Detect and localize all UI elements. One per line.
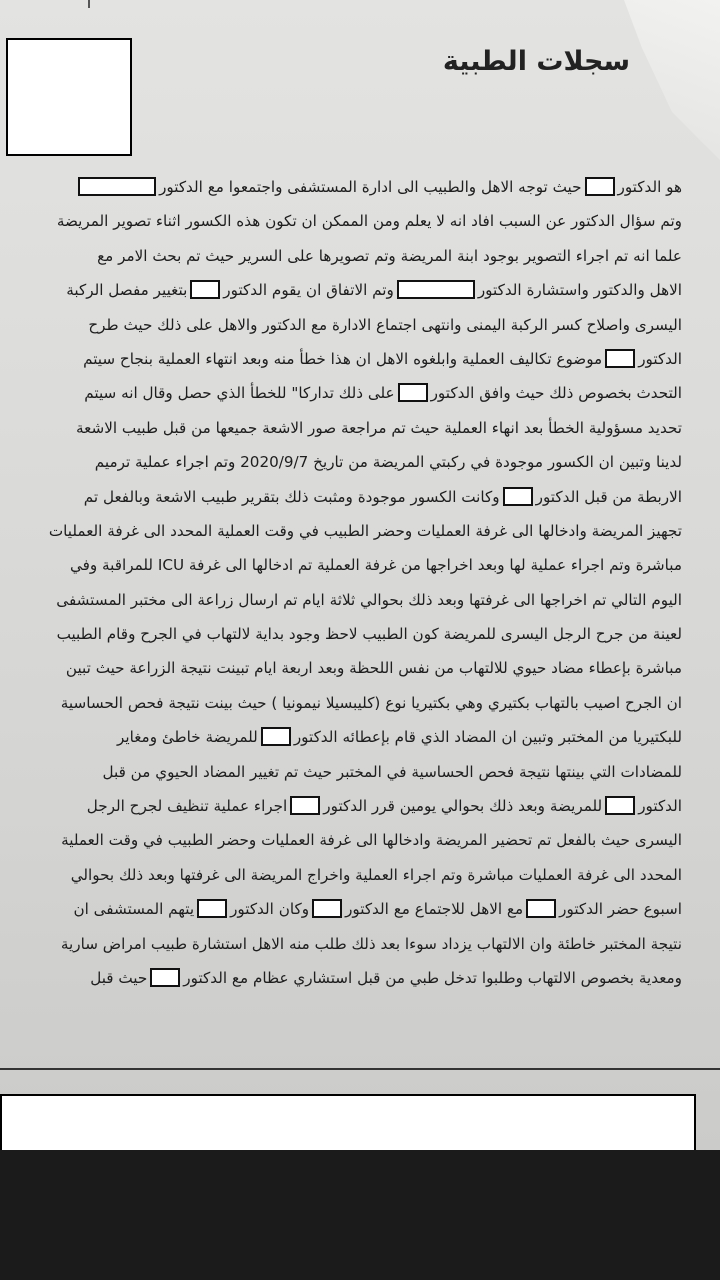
- text-segment: التحدث بخصوص ذلك حيث وافق الدكتور: [430, 384, 682, 403]
- text-line: [52, 823, 682, 857]
- redaction-box: [397, 280, 475, 299]
- text-line: [52, 858, 682, 892]
- text-segment: لعينة من جرح الرجل اليسرى للمريضة كون الطبيب لاحظ وجود بداية لالتهاب في الجرح وقام الطبيب: [56, 625, 682, 644]
- redaction-box: [290, 796, 320, 815]
- text-segment: الدكتور: [638, 797, 682, 816]
- text-segment: الاربطة من قبل الدكتور: [535, 487, 682, 506]
- text-line: [52, 927, 682, 961]
- text-line: [52, 170, 682, 204]
- text-line: [52, 204, 682, 238]
- page-title: سجلات الطبية: [442, 46, 630, 77]
- text-segment: للمريضة خاطئ ومغاير: [117, 728, 258, 747]
- text-line: [52, 548, 682, 582]
- text-segment: اليوم التالي تم اخراجها الى غرفتها وبعد ذلك بحوالي ثلاثة ايام تم ارسال زراعة الى مختبر المستشفى: [56, 590, 682, 609]
- text-segment: اسبوع حضر الدكتور: [559, 900, 682, 919]
- text-line: [52, 651, 682, 685]
- text-line: [52, 273, 682, 307]
- text-line: [52, 376, 682, 410]
- text-segment: مباشرة وتم اجراء عملية لها وبعد اخراجها من غرفة العملية تم ادخالها الى غرفة ICU للمراقبة وفي: [69, 556, 682, 575]
- folded-corner: [600, 0, 720, 160]
- text-segment: للبكتيريا من المختبر وتبين ان المضاد الذي قام بإعطائه الدكتور: [293, 728, 682, 747]
- redacted-logo-box: [6, 38, 132, 156]
- text-segment: وكان الدكتور: [230, 900, 310, 919]
- text-line: [52, 411, 682, 445]
- text-segment: حيث توجه الاهل والطبيب الى ادارة المستشفى واجتمعوا مع الدكتور: [159, 178, 582, 196]
- page-edge-mark: [88, 0, 90, 8]
- text-line: [52, 617, 682, 651]
- text-segment: اليسرى حيث بالفعل تم تحضير المريضة وادخالها الى غرفة العمليات وحضر الطبيب في وقت العملية: [61, 831, 682, 850]
- redaction-box: [605, 796, 635, 815]
- text-line: [52, 892, 682, 926]
- text-segment: وتم الاتفاق ان يقوم الدكتور: [223, 281, 394, 300]
- text-segment: الاهل والدكتور واستشارة الدكتور: [477, 281, 682, 300]
- text-segment: علما انه تم اجراء التصوير بوجود ابنة المريضة وتم تصويرها على السرير حيث تم بحث الامر مع: [97, 246, 682, 265]
- text-segment: هو الدكتور: [617, 178, 682, 196]
- footer-divider: [0, 1068, 720, 1070]
- text-segment: مباشرة بإعطاء مضاد حيوي للالتهاب من نفس اللحظة وبعد اربعة ايام تبينت نتيجة الزراعة حيث تبين: [65, 659, 682, 678]
- redaction-box: [526, 899, 556, 918]
- redaction-box: [261, 727, 291, 746]
- text-segment: وكانت الكسور موجودة ومثبت ذلك بتقرير طبيب الاشعة وبالفعل تم: [83, 487, 500, 506]
- text-line: [52, 720, 682, 754]
- text-line: [52, 961, 682, 995]
- text-segment: ومعدية بخصوص الالتهاب وطلبوا تدخل طبي من قبل استشاري عظام مع الدكتور: [183, 968, 682, 987]
- text-line: [52, 480, 682, 514]
- redaction-box: [190, 280, 220, 299]
- text-line: [52, 445, 682, 479]
- text-segment: حيث قبل: [90, 968, 148, 987]
- text-line: [52, 686, 682, 720]
- redacted-footer-box: [0, 1094, 696, 1150]
- text-segment: بتغيير مفصل الركبة: [66, 281, 188, 300]
- letter-body: [48, 170, 682, 995]
- text-line: [52, 755, 682, 789]
- redaction-box: [503, 487, 533, 506]
- redaction-box: [605, 349, 635, 368]
- text-segment: وتم سؤال الدكتور عن السبب افاد انه لا يعلم ومن الممكن ان تكون هذه الكسور اثناء تصوير المريضة: [56, 212, 682, 231]
- text-segment: ان الجرح اصيب بالتهاب بكتيري وهي بكتيريا نوع (كليبسيلا نيمونيا ) حيث بينت نتيجة فحص الحساسية: [60, 693, 682, 712]
- text-segment: الدكتور: [638, 349, 682, 368]
- text-segment: موضوع تكاليف العملية وابلغوه الاهل ان هذا خطأ منه وبعد انتهاء العملية بنجاح سيتم: [83, 349, 603, 368]
- text-line: [52, 789, 682, 823]
- text-line: [52, 308, 682, 342]
- text-segment: اليسرى واصلاح كسر الركبة اليمنى وانتهى اجتماع الادارة مع الدكتور والاهل على ذلك حيث طرح: [88, 315, 682, 334]
- text-line: [52, 342, 682, 376]
- redaction-box: [197, 899, 227, 918]
- text-line: [52, 583, 682, 617]
- text-segment: المحدد الى غرفة العمليات مباشرة وتم اجراء العملية واخراج المريضة الى غرفتها وبعد ذلك بحوالي: [70, 865, 682, 884]
- redaction-box: [78, 177, 156, 196]
- text-segment: يتهم المستشفى ان: [73, 900, 195, 919]
- text-segment: للمريضة وبعد ذلك بحوالي يومين قرر الدكتور: [323, 797, 603, 816]
- text-segment: على ذلك تداركا" للخطأ الذي حصل وقال انه سيتم: [84, 384, 395, 403]
- text-segment: تحديد مسؤولية الخطأ بعد انهاء العملية حيث تم مراجعة صور الاشعة جميعها من قبل طبيب الاشعة: [76, 418, 682, 437]
- text-segment: لدينا وتبين ان الكسور موجودة في ركبتي المريضة من تاريخ 2020/9/7 وتم اجراء عملية ترميم: [94, 453, 682, 472]
- text-line: [48, 514, 682, 548]
- redaction-box: [398, 383, 428, 402]
- redaction-box: [150, 968, 180, 987]
- text-segment: اجراء عملية تنظيف لجرح الرجل: [86, 797, 288, 816]
- text-segment: تجهيز المريضة وادخالها الى غرفة العمليات وحضر الطبيب في وقت العملية المحدد الى غرفة العمليات: [48, 521, 682, 540]
- redaction-box: [585, 177, 615, 196]
- text-segment: نتيجة المختبر خاطئة وان الالتهاب يزداد سوءا بعد ذلك طلب منه الاهل استشارة طبيب امراض سارية: [60, 934, 682, 953]
- redaction-box: [312, 899, 342, 918]
- text-line: [52, 239, 682, 273]
- text-segment: مع الاهل للاجتماع مع الدكتور: [345, 900, 524, 919]
- text-segment: للمضادات التي بينتها نتيجة فحص الحساسية في المختبر حيث تم تغيير المضاد الحيوي من قبل: [102, 762, 682, 781]
